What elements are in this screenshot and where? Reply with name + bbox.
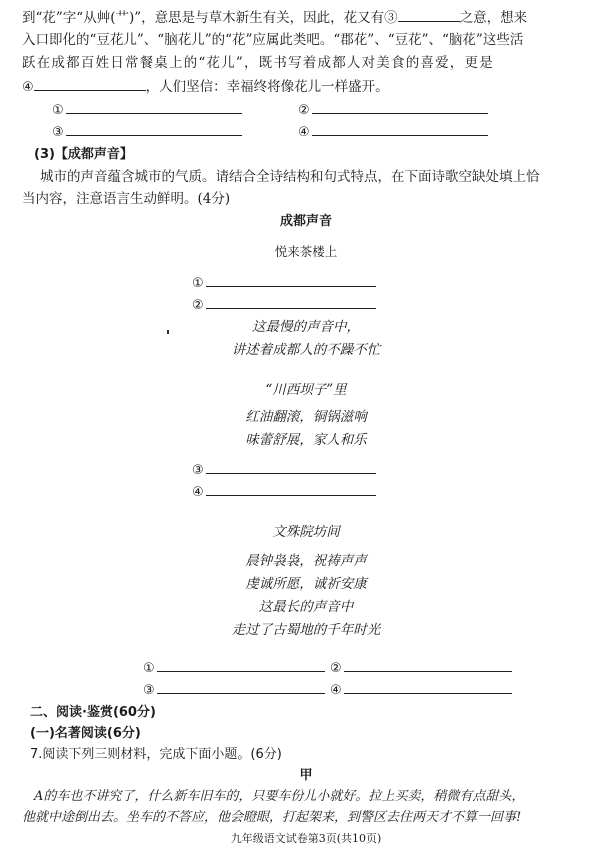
poem-blank-line[interactable] — [206, 460, 376, 474]
poem-blank-3 — [192, 460, 376, 480]
answer-marker: ③ — [52, 125, 64, 140]
answer-blank-4[interactable] — [34, 77, 146, 91]
stanza3-line-1: 晨钟袅袅，祝祷声声 — [245, 553, 367, 569]
answer-marker: ① — [52, 103, 64, 118]
answer-row-2-left — [52, 122, 242, 142]
answer-line[interactable] — [66, 122, 242, 136]
answer2-row-2-right — [330, 680, 512, 700]
stanza3-line-4: 走过了古蜀地的千年时光 — [231, 622, 381, 638]
stanza1-line-1: 这最慢的声音中， — [252, 319, 360, 335]
poem-blank-marker: ① — [192, 276, 204, 291]
poem-blank-marker: ② — [192, 298, 204, 313]
answer2-row-2-left — [143, 680, 325, 700]
part3-instruction-2: 当内容，注意语言生动鲜明。(4分) — [22, 191, 231, 207]
answer-marker: ③ — [143, 683, 155, 698]
stanza3-line-3: 这最长的声音中 — [258, 599, 354, 615]
stanza3-head: 文殊院坊间 — [272, 524, 340, 540]
poem-blank-marker: ③ — [192, 463, 204, 478]
answer-marker: ② — [330, 661, 342, 676]
stanza1-line-2: 讲述着成都人的不躁不忙 — [231, 342, 381, 358]
answer-line[interactable] — [344, 680, 512, 694]
intro-line-1-tail: 之意，想来 — [459, 10, 528, 26]
stanza2-head: “川西坝子”里 — [265, 382, 347, 398]
answer-line[interactable] — [157, 680, 325, 694]
question-7: 7.阅读下列三则材料，完成下面小题。(6分) — [30, 747, 282, 762]
answer-blank-3[interactable] — [398, 8, 460, 22]
answer-marker: ④ — [330, 683, 342, 698]
answer-marker: ① — [143, 661, 155, 676]
intro-line-1 — [22, 8, 527, 27]
answer2-row-1-right — [330, 658, 512, 678]
stanza2-line-1: 红油翻滚，铜锅滋响 — [245, 409, 367, 425]
answer-row-2-right — [298, 122, 488, 142]
poem-blank-line[interactable] — [206, 482, 376, 496]
poem-blank-1 — [192, 273, 376, 293]
blank-marker-4: ④ — [22, 80, 34, 95]
intro-line-3: 跃在成都百姓日常餐桌上的“花儿”，既书写着成都人对美食的喜爱，更是 — [22, 55, 494, 71]
answer-line[interactable] — [312, 100, 488, 114]
answer-line[interactable] — [157, 658, 325, 672]
section2-sub1: (一)名著阅读(6分) — [30, 726, 141, 741]
intro-line-2: 入口即化的“豆花儿”、“脑花儿”的“花”应属此类吧。“郡花”、“豆花”、“脑花”这些活 — [22, 32, 524, 48]
answer-row-1-left — [52, 100, 242, 120]
material-label-jia: 甲 — [299, 768, 313, 783]
stanza3-line-2: 虔诚所愿，诚祈安康 — [245, 576, 367, 592]
poem-blank-line[interactable] — [206, 295, 376, 309]
intro-line-4-text: ，人们坚信：幸福终将像花儿一样盛开。 — [145, 79, 389, 95]
part3-heading: (3)【成都声音】 — [34, 147, 133, 162]
poem-blank-2 — [192, 295, 376, 315]
answer-row-1-right — [298, 100, 488, 120]
poem-blank-line[interactable] — [206, 273, 376, 287]
intro-line-1-text: 到“花”字“从艸(艹)”，意思是与草木新生有关，因此，花又有③ — [22, 10, 398, 26]
material-line-2: 他就中途倒出去。坐车的不答应，他会瞪眼，打起架来，到警区去住两天才不算一回事! — [22, 810, 522, 825]
answer-line[interactable] — [312, 122, 488, 136]
answer-marker: ② — [298, 103, 310, 118]
page-footer: 九年级语文试卷第3页(共10页) — [230, 832, 382, 845]
answer2-row-1-left — [143, 658, 325, 678]
poem-blank-4 — [192, 482, 376, 502]
poem-blank-marker: ④ — [192, 485, 204, 500]
answer-line[interactable] — [344, 658, 512, 672]
part3-instruction-1: 城市的声音蕴含城市的气质。请结合全诗结构和句式特点，在下面诗歌空缺处填上恰 — [40, 169, 540, 185]
answer-line[interactable] — [66, 100, 242, 114]
intro-line-4 — [22, 77, 389, 97]
stanza2-line-2: 味蕾舒展，家人和乐 — [245, 432, 367, 448]
answer-marker: ④ — [298, 125, 310, 140]
material-line-1: A的车也不讲究了，什么新车旧车的，只要车份儿小就好。拉上买卖，稍微有点甜头， — [34, 789, 525, 804]
section2-heading: 二、阅读·鉴赏(60分) — [30, 705, 156, 720]
stanza1-head: 悦来茶楼上 — [274, 244, 338, 259]
poem-title: 成都声音 — [279, 214, 332, 229]
